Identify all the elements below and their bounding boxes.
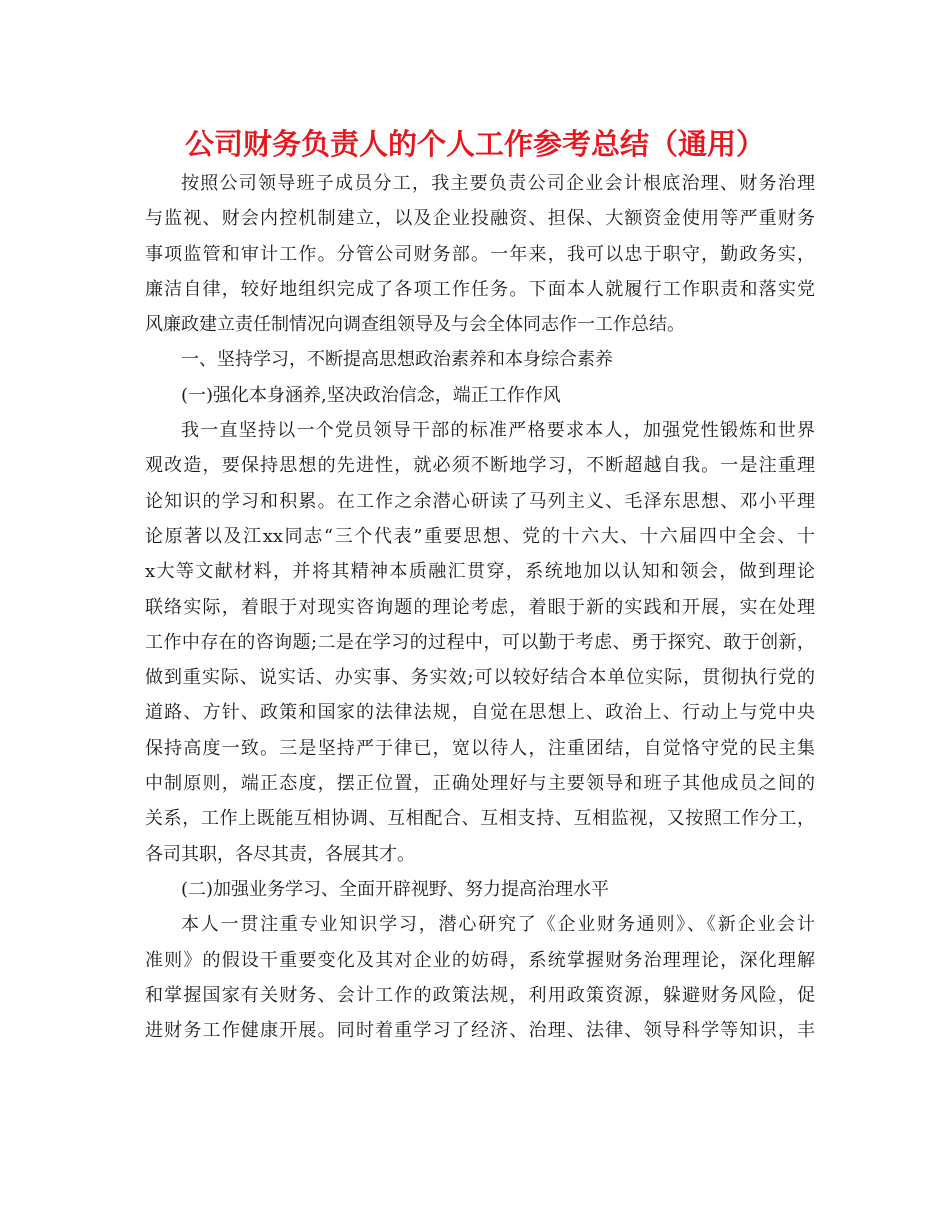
paragraph-line: 事项监管和审计工作。分管公司财务部。一年来，我可以忠于职守，勤政务实， bbox=[145, 243, 815, 265]
paragraph-line: 一、坚持学习，不断提高思想政治素养和本身综合素养 bbox=[181, 349, 613, 371]
paragraph-line: 与监视、财会内控机制建立，以及企业投融资、担保、大额资金使用等严重财务 bbox=[145, 208, 815, 230]
paragraph-line: 论原著以及江xx同志“三个代表”重要思想、党的十六大、十六届四中全会、十 bbox=[145, 525, 815, 547]
paragraph-line: 各司其职，各尽其责，各展其才。 bbox=[145, 843, 415, 865]
paragraph-line: 按照公司领导班子成员分工，我主要负责公司企业会计根底治理、财务治理 bbox=[181, 173, 815, 194]
paragraph-line: 工作中存在的咨询题;二是在学习的过程中，可以勤于考虑、勇于探究、敢于创新， bbox=[145, 631, 815, 653]
paragraph-line: 道路、方针、政策和国家的法律法规，自觉在思想上、政治上、行动上与党中央 bbox=[145, 702, 815, 724]
paragraph-line: 进财务工作健康开展。同时着重学习了经济、治理、法律、领导科学等知识，丰 bbox=[145, 1020, 815, 1042]
paragraph-line: 廉洁自律，较好地组织完成了各项工作任务。下面本人就履行工作职责和落实党 bbox=[145, 278, 815, 300]
paragraph-line: 关系，工作上既能互相协调、互相配合、互相支持、互相监视，又按照工作分工， bbox=[145, 808, 815, 830]
paragraph-line: 本人一贯注重专业知识学习，潜心研究了《企业财务通则》、《新企业会计 bbox=[181, 914, 815, 936]
paragraph-line: 做到重实际、说实话、办实事、务实效;可以较好结合本单位实际，贯彻执行党的 bbox=[145, 667, 815, 689]
paragraph-line: x大等文献材料，并将其精神本质融汇贯穿，系统地加以认知和领会，做到理论 bbox=[145, 561, 815, 583]
paragraph-line: 论知识的学习和积累。在工作之余潜心研读了马列主义、毛泽东思想、邓小平理 bbox=[145, 490, 815, 512]
paragraph-line: 和掌握国家有关财务、会计工作的政策法规，利用政策资源，躲避财务风险，促 bbox=[145, 984, 815, 1006]
paragraph-line: 联络实际，着眼于对现实咨询题的理论考虑，着眼于新的实践和开展，实在处理 bbox=[145, 596, 815, 618]
document-body bbox=[145, 166, 815, 1048]
paragraph-line: 观改造，要保持思想的先进性，就必须不断地学习，不断超越自我。一是注重理 bbox=[145, 455, 815, 477]
paragraph-line: 风廉政建立责任制情况向调查组领导及与会全体同志作一工作总结。 bbox=[145, 314, 685, 336]
paragraph-line: 准则》的假设干重要变化及其对企业的妨碍，系统掌握财务治理理论，深化理解 bbox=[145, 949, 815, 971]
paragraph-line: (二)加强业务学习、全面开辟视野、努力提高治理水平 bbox=[181, 878, 610, 900]
paragraph-line: 我一直坚持以一个党员领导干部的标准严格要求本人，加强党性锻炼和世界 bbox=[181, 420, 815, 442]
document-title: 公司财务负责人的个人工作参考总结（通用） bbox=[184, 127, 765, 161]
paragraph-line: 中制原则，端正态度，摆正位置，正确处理好与主要领导和班子其他成员之间的 bbox=[145, 773, 815, 795]
paragraph-line: 保持高度一致。三是坚持严于律已，宽以待人，注重团结，自觉恪守党的民主集 bbox=[145, 737, 815, 759]
paragraph-line: (一)强化本身涵养,坚决政治信念，端正工作作风 bbox=[181, 384, 561, 406]
